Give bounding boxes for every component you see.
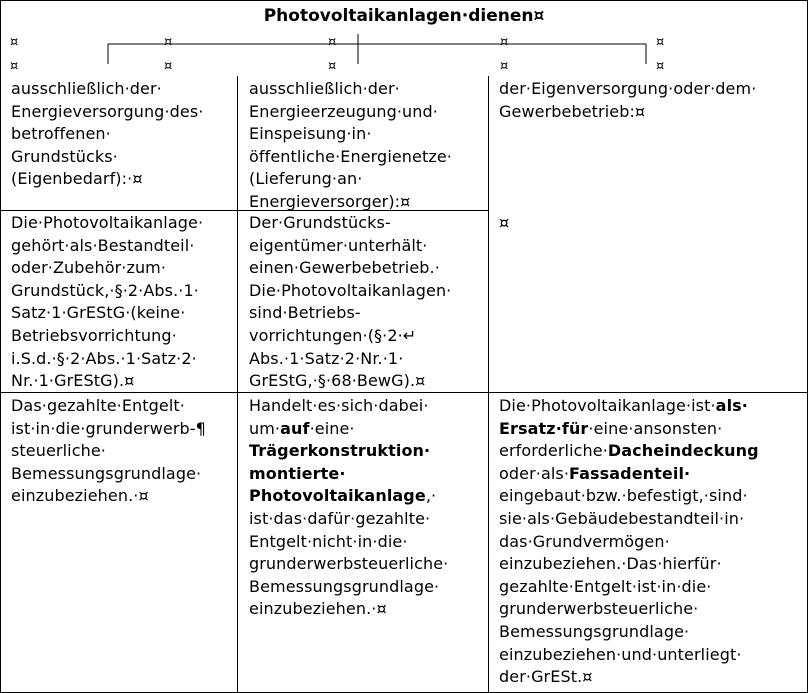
column-divider (237, 76, 238, 693)
column-3-header: der·Eigenversorgung·oder·dem· Gewerbebetrieb:¤ (499, 79, 757, 121)
cell-marker: ¤ (328, 59, 337, 74)
column-1-row-2: Die·Photovoltaikanlage· gehört·als·Bestandteil· oder·Zubehör·zum· Grundstück,·§·2·Abs.·1· Satz·1·GrEStG·(keine· Betriebsvorrichtung· i.S.d.·§·2·Abs.·1·Satz·2· Nr.·1·GrEStG).¤ (11, 213, 204, 391)
cell-marker: ¤ (500, 35, 509, 50)
cell-marker: ¤ (10, 35, 19, 50)
cell-marker: ¤ (328, 35, 337, 50)
column-divider (488, 76, 489, 693)
cell-marker: ¤ (500, 59, 509, 74)
cell-marker: ¤ (164, 35, 173, 50)
column-3-row-3: Die·Photovoltaikanlage·ist·als· Ersatz·für·eine·ansonsten· erforderliche·Dacheindeckung oder·als·Fassadenteil· eingebaut·bzw.·befestigt,·sind· sie·als·Gebäudebestandteil·in· das·Grundvermögen· einzubeziehen.·Das·hierfür· gezahlte·Entgelt·ist·in·die· grunderwerbsteuerliche· Bemessungsgrundlage· einzubeziehen·und·unterliegt· der·GrESt.¤ (499, 396, 759, 687)
column-3-row-2: ¤ (499, 213, 510, 232)
cell-marker: ¤ (164, 59, 173, 74)
branch-diagram (0, 0, 808, 80)
column-2-row-3: Handelt·es·sich·dabei· um·auf·eine· Trägerkonstruktion· montierte· Photovoltaikanlage,· ist·das·dafür·gezahlte· Entgelt·nicht·in·die· grunderwerbsteuerliche· Bemessungsgrundlage· einzubeziehen.·¤ (249, 396, 449, 619)
cell-marker: ¤ (656, 59, 665, 74)
page-title: Photovoltaikanlagen·dienen¤ (263, 6, 545, 26)
column-2-header: ausschließlich·der· Energieerzeugung·und· Einspeisung·in· öffentliche·Energienetze· (Lieferung·an· Energieversorger):¤ (249, 79, 452, 211)
cell-marker: ¤ (10, 59, 19, 74)
column-1-header: ausschließlich·der· Energieversorgung·des· betroffenen· Grundstücks· (Eigenbedarf):·¤ (11, 79, 204, 189)
column-1-row-3: Das·gezahlte·Entgelt· ist·in·die·grunderwerb-¶ steuerliche· Bemessungsgrundlage· einzubeziehen.·¤ (11, 396, 206, 506)
cell-marker: ¤ (656, 35, 665, 50)
column-2-row-2: Der·Grundstücks- eigentümer·unterhält· einen·Gewerbebetrieb.· Die·Photovoltaikanlagen· sind·Betriebs- vorrichtungen·(§·2·↵ Abs.·1·Satz·2·Nr.·1· GrEStG,·§·68·BewG).¤ (249, 213, 452, 391)
